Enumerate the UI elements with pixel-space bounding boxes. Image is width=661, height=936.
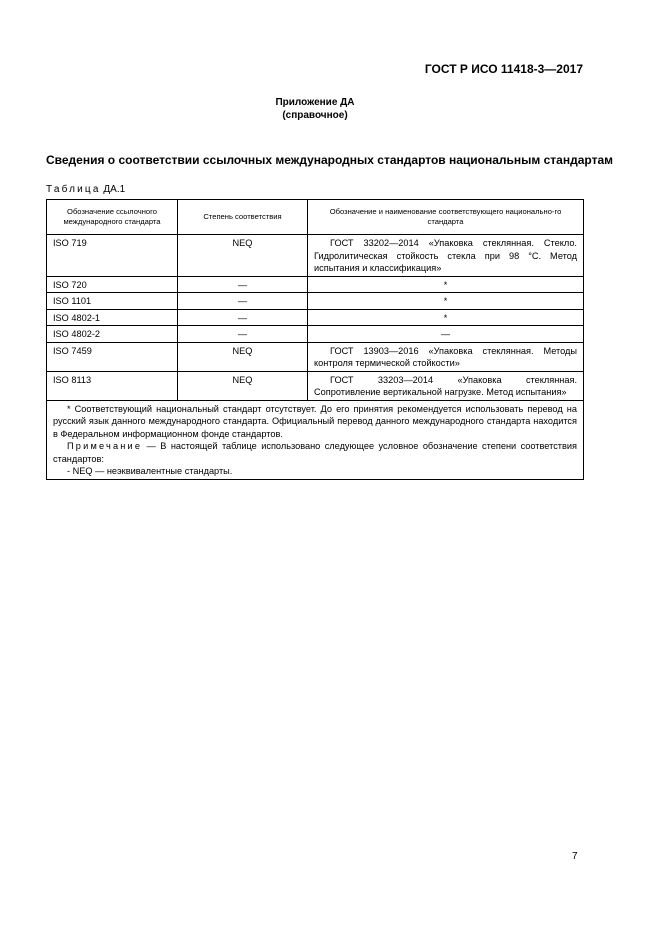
cell-degree: — bbox=[178, 309, 308, 326]
cell-national bbox=[308, 235, 584, 277]
cell-standard: ISO 1101 bbox=[47, 293, 178, 310]
appendix-heading bbox=[0, 96, 630, 122]
cell-standard: ISO 4802-2 bbox=[47, 326, 178, 343]
footnote-text: * Соответствующий национальный стандарт отсутствует. До его принятия рекомендуется использовать перевод на русский язык данного международного стандарта. Официальный перевод данного международного стандарта находится в Федеральном информационном фонде стандартов. bbox=[53, 403, 577, 439]
table-row bbox=[47, 326, 584, 343]
table-row bbox=[47, 235, 584, 277]
table-caption-label: Таблица bbox=[46, 184, 101, 195]
cell-standard: ISO 7459 bbox=[47, 342, 178, 371]
appendix-subtitle: (справочное) bbox=[282, 110, 348, 121]
cell-national: * bbox=[308, 309, 584, 326]
table-row bbox=[47, 342, 584, 371]
page-number: 7 bbox=[572, 851, 578, 862]
cell-standard: ISO 720 bbox=[47, 276, 178, 293]
cell-national-text: ГОСТ 33203—2014 «Упаковка стеклянная. Сопротивление вертикальной нагрузке. Метод испытания» bbox=[314, 374, 577, 397]
cell-degree: NEQ bbox=[178, 342, 308, 371]
cell-degree: NEQ bbox=[178, 371, 308, 400]
cell-national-text: ГОСТ 33202—2014 «Упаковка стеклянная. Стекло. Гидролитическая стойкость стекла при 98 °С. Метод испытания и классификация» bbox=[314, 238, 577, 273]
standards-table bbox=[46, 199, 584, 480]
table-caption bbox=[46, 184, 125, 195]
note-text: — В настоящей таблице использовано следующее условное обозначение степени соответствия стандартов: bbox=[53, 441, 577, 464]
table-caption-number: ДА.1 bbox=[103, 184, 126, 195]
note-label: Примечание bbox=[67, 441, 143, 451]
column-header-international: Обозначение ссылочного международного стандарта bbox=[47, 200, 178, 235]
column-header-degree: Степень соответствия bbox=[178, 200, 308, 235]
table-row bbox=[47, 293, 584, 310]
cell-degree: — bbox=[178, 326, 308, 343]
table-notes bbox=[47, 400, 584, 479]
table-row bbox=[47, 309, 584, 326]
table-row bbox=[47, 276, 584, 293]
cell-standard: ISO 8113 bbox=[47, 371, 178, 400]
table-notes-row bbox=[47, 400, 584, 479]
cell-degree: NEQ bbox=[178, 235, 308, 277]
legend bbox=[53, 465, 577, 478]
cell-national: * bbox=[308, 293, 584, 310]
cell-degree: — bbox=[178, 293, 308, 310]
cell-national: * bbox=[308, 276, 584, 293]
cell-national bbox=[308, 342, 584, 371]
cell-national bbox=[308, 371, 584, 400]
section-title: Сведения о соответствии ссылочных международных стандартов национальным стандартам bbox=[46, 153, 613, 167]
footnote bbox=[53, 403, 577, 441]
cell-standard: ISO 719 bbox=[47, 235, 178, 277]
cell-national: — bbox=[308, 326, 584, 343]
legend-text: - NEQ — неэквивалентные стандарты. bbox=[67, 466, 233, 476]
cell-degree: — bbox=[178, 276, 308, 293]
appendix-title: Приложение ДА bbox=[275, 97, 355, 108]
table-row bbox=[47, 371, 584, 400]
cell-standard: ISO 4802-1 bbox=[47, 309, 178, 326]
column-header-national: Обозначение и наименование соответствующего национально-го стандарта bbox=[308, 200, 584, 235]
table-header-row bbox=[47, 200, 584, 235]
document-code: ГОСТ Р ИСО 11418-3—2017 bbox=[424, 62, 583, 76]
note bbox=[53, 440, 577, 465]
cell-national-text: ГОСТ 13903—2016 «Упаковка стеклянная. Методы контроля термической стойкости» bbox=[314, 345, 577, 368]
